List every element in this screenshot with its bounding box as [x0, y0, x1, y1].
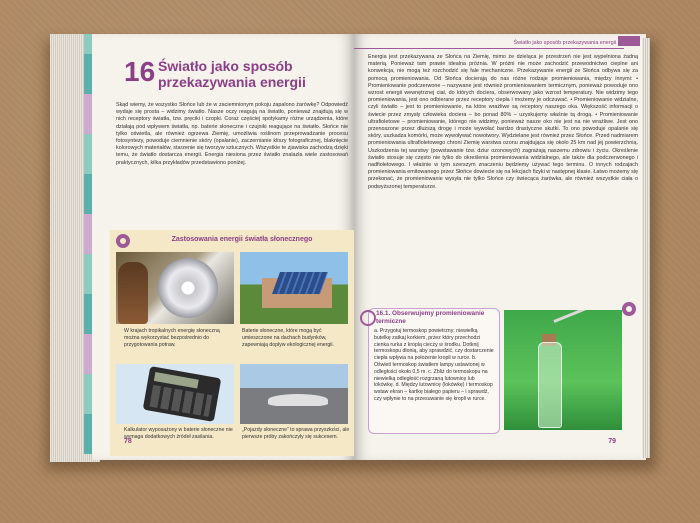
solar-car-photo [240, 364, 348, 424]
caption-calculator: Kalkulator wyposażony w baterie słoneczne nie wymaga dodatkowych źródeł zasilania. [124, 427, 233, 440]
solar-roof-photo [240, 252, 348, 324]
page-number-right: 79 [608, 438, 616, 445]
chapter-title: Światło jako sposób przekazywania energii [158, 58, 306, 90]
cd-icon-right [622, 302, 636, 316]
left-page [92, 34, 354, 460]
experiment-text: a. Przygotuj termoskop powietrzny: niewielką butelkę zatkaj korkiem, przez który przechodzi cienka rurka z kroplą cieczy w środku. Dotknij termoskopu dłonią, aby sprawdzić, czy dostarczenie ciepła wpływa na położenie kropli w rurce. b. Oświetl termoskop światłem lampy ustawionej w odległości około 0,5 m. c. Zbliż do termoskopu na niewielką odległość rozgrzaną lutownicę lub lokówkę. d. Między lutownicę (lokówkę) i termoskop wstaw ekran – kartkę białego papieru – i sprawdź, czy wpłynie to na przesuwanie się kropli w rurce. [374, 328, 494, 402]
chapter-number: 16 [124, 56, 156, 87]
experiment-title: 16.1. Obserwujemy promieniowanie termiczne [376, 310, 485, 325]
caption-solar-car: „Pojazdy słoneczne” to sprawa przyszłości, ale pierwsze próby zakończyły się sukcesem. [242, 427, 350, 440]
bottle [538, 342, 562, 428]
header-tab [618, 36, 640, 46]
solar-panels [272, 272, 328, 294]
glass-tube [553, 310, 619, 323]
calculator [143, 366, 222, 422]
panel-title: Zastosowania energii światła słonecznego [171, 236, 313, 243]
running-head: Światło jako sposób przekazywania energii [513, 40, 616, 46]
applications-panel [110, 230, 354, 456]
caption-solar-roof: Baterie słoneczne, które mogą być umieszczone na dachach budynków, zapewniają dopływ ekologicznej energii. [242, 328, 334, 348]
caption-solar-cooker: W krajach tropikalnych energię słoneczną można wykorzystać bezpośrednio do przygotowania potraw. [124, 328, 220, 348]
right-body-text: Energia jest przekazywana ze Słońca na Ziemię, mimo że dzieląca je przestrzeń nie jest wypełniona żadną materią. Ponieważ tam prawie idealna próżnia. W próżni nie może zachodzić przewodnictwo cieplne ani konwekcja, nie mogą też rozchodzić się fale mechaniczne. Przekazywanie energii ze Słońca odbywa się za pomocą promieniowania. Od Słońca docierają do nas różne rodzaje promieniowania, między innymi: • Promieniowanie podczerwone – nazywane jest również promieniowaniem termicznym, ponieważ powoduje ono wzrost energii wewnętrznej ciał, do których dociera, obserwowany jako wzrost temperatury. Nie widzimy tego promieniowania, jest ono odbierane przez receptory ciepła i możemy je odczuwać. • Promieniowanie widzialne, czyli światło – jest to promieniowanie, na które wrażliwe są receptory naszego oka. Większość informacji o świecie przez zmysły człowieka dociera – bo ponad 80% – uzyskujemy właśnie tą drogą. • Promieniowanie ultrafioletowe – promieniowanie, którego nie widzimy, ponieważ nasze oko nie jest na nie wrażliwe. Jest ono przenoszone przez dłuższą drogę i może wywołać bardzo drastyczne skutki. To ono powoduje opalanie się skóry, uszkadza komórki, może wywoływać nowotwory. Wydzielane jest również przez Słońce. Przed nadmiarem promieniowania ultrafioletowego chroni Ziemię warstwa ozonu znajdująca się około 25 km nad jej powierzchnią. Uszkodzenia tej warstwy (powstawanie tzw. dziur ozonowych) zagrażają naszemu zdrowiu i życiu. Określenie światło stosuje się często nie tylko do określenia promieniowania widzialnego, ale także dla podczerwonego i nadfioletowego. I właśnie w tym szerszym znaczeniu będziemy używać tego terminu. O innych rodzajach promieniowania emitowanego przez Słońce dowiecie się na lekcjach fizyki w następnej klasie. Łatwo możemy się przekonać, że promieniowanie wysyła nie tylko Słońce czy świecąca żarówka, ale również wszystkie ciała o podwyższonej temperaturze. [368, 54, 638, 190]
solar-car [268, 394, 328, 406]
cd-icon [116, 234, 130, 248]
thermoscope-photo [504, 310, 622, 430]
solar-cooker-photo [116, 252, 234, 324]
person [118, 262, 148, 324]
intro-text: Skąd wiemy, że wszystko Słońce lub że w zaciemnionym pokoju zapalono żarówkę? Odpowiedź wydaje się prosta – widzimy światło. Nasze oczy reagują na światło, ponieważ znajdują się w nich receptory światła, tzw. pręciki i czopki. Coraz częściej spotykamy różne urządzenia, które działają pod wpływem światła, np. baterie słoneczne i czujniki reagujące na światło. Słońce nie tylko oświetla, ale również ogrzewa Ziemię, umożliwia roślinom przeprowadzanie procesu fotosyntezy, powoduje ciemnienie skóry (opalanie), zaczernianie kliszy fotograficznej, blaknięcie kolorowych materiałów, starzenie się tworzyw sztucznych. Wszystkie te zjawiska zachodzą dzięki temu, że światło dostarcza energii. Energia niesiona przez światło znalazła wiele zastosowań praktycznych, kilka przykładów przedstawiono poniżej. [116, 102, 348, 166]
solar-calculator-photo [116, 364, 234, 424]
magnifier-icon [360, 310, 376, 326]
right-page [354, 34, 646, 460]
right-page-edges [642, 38, 650, 458]
solar-dish [158, 258, 218, 318]
page-number-left: 78 [124, 438, 132, 445]
